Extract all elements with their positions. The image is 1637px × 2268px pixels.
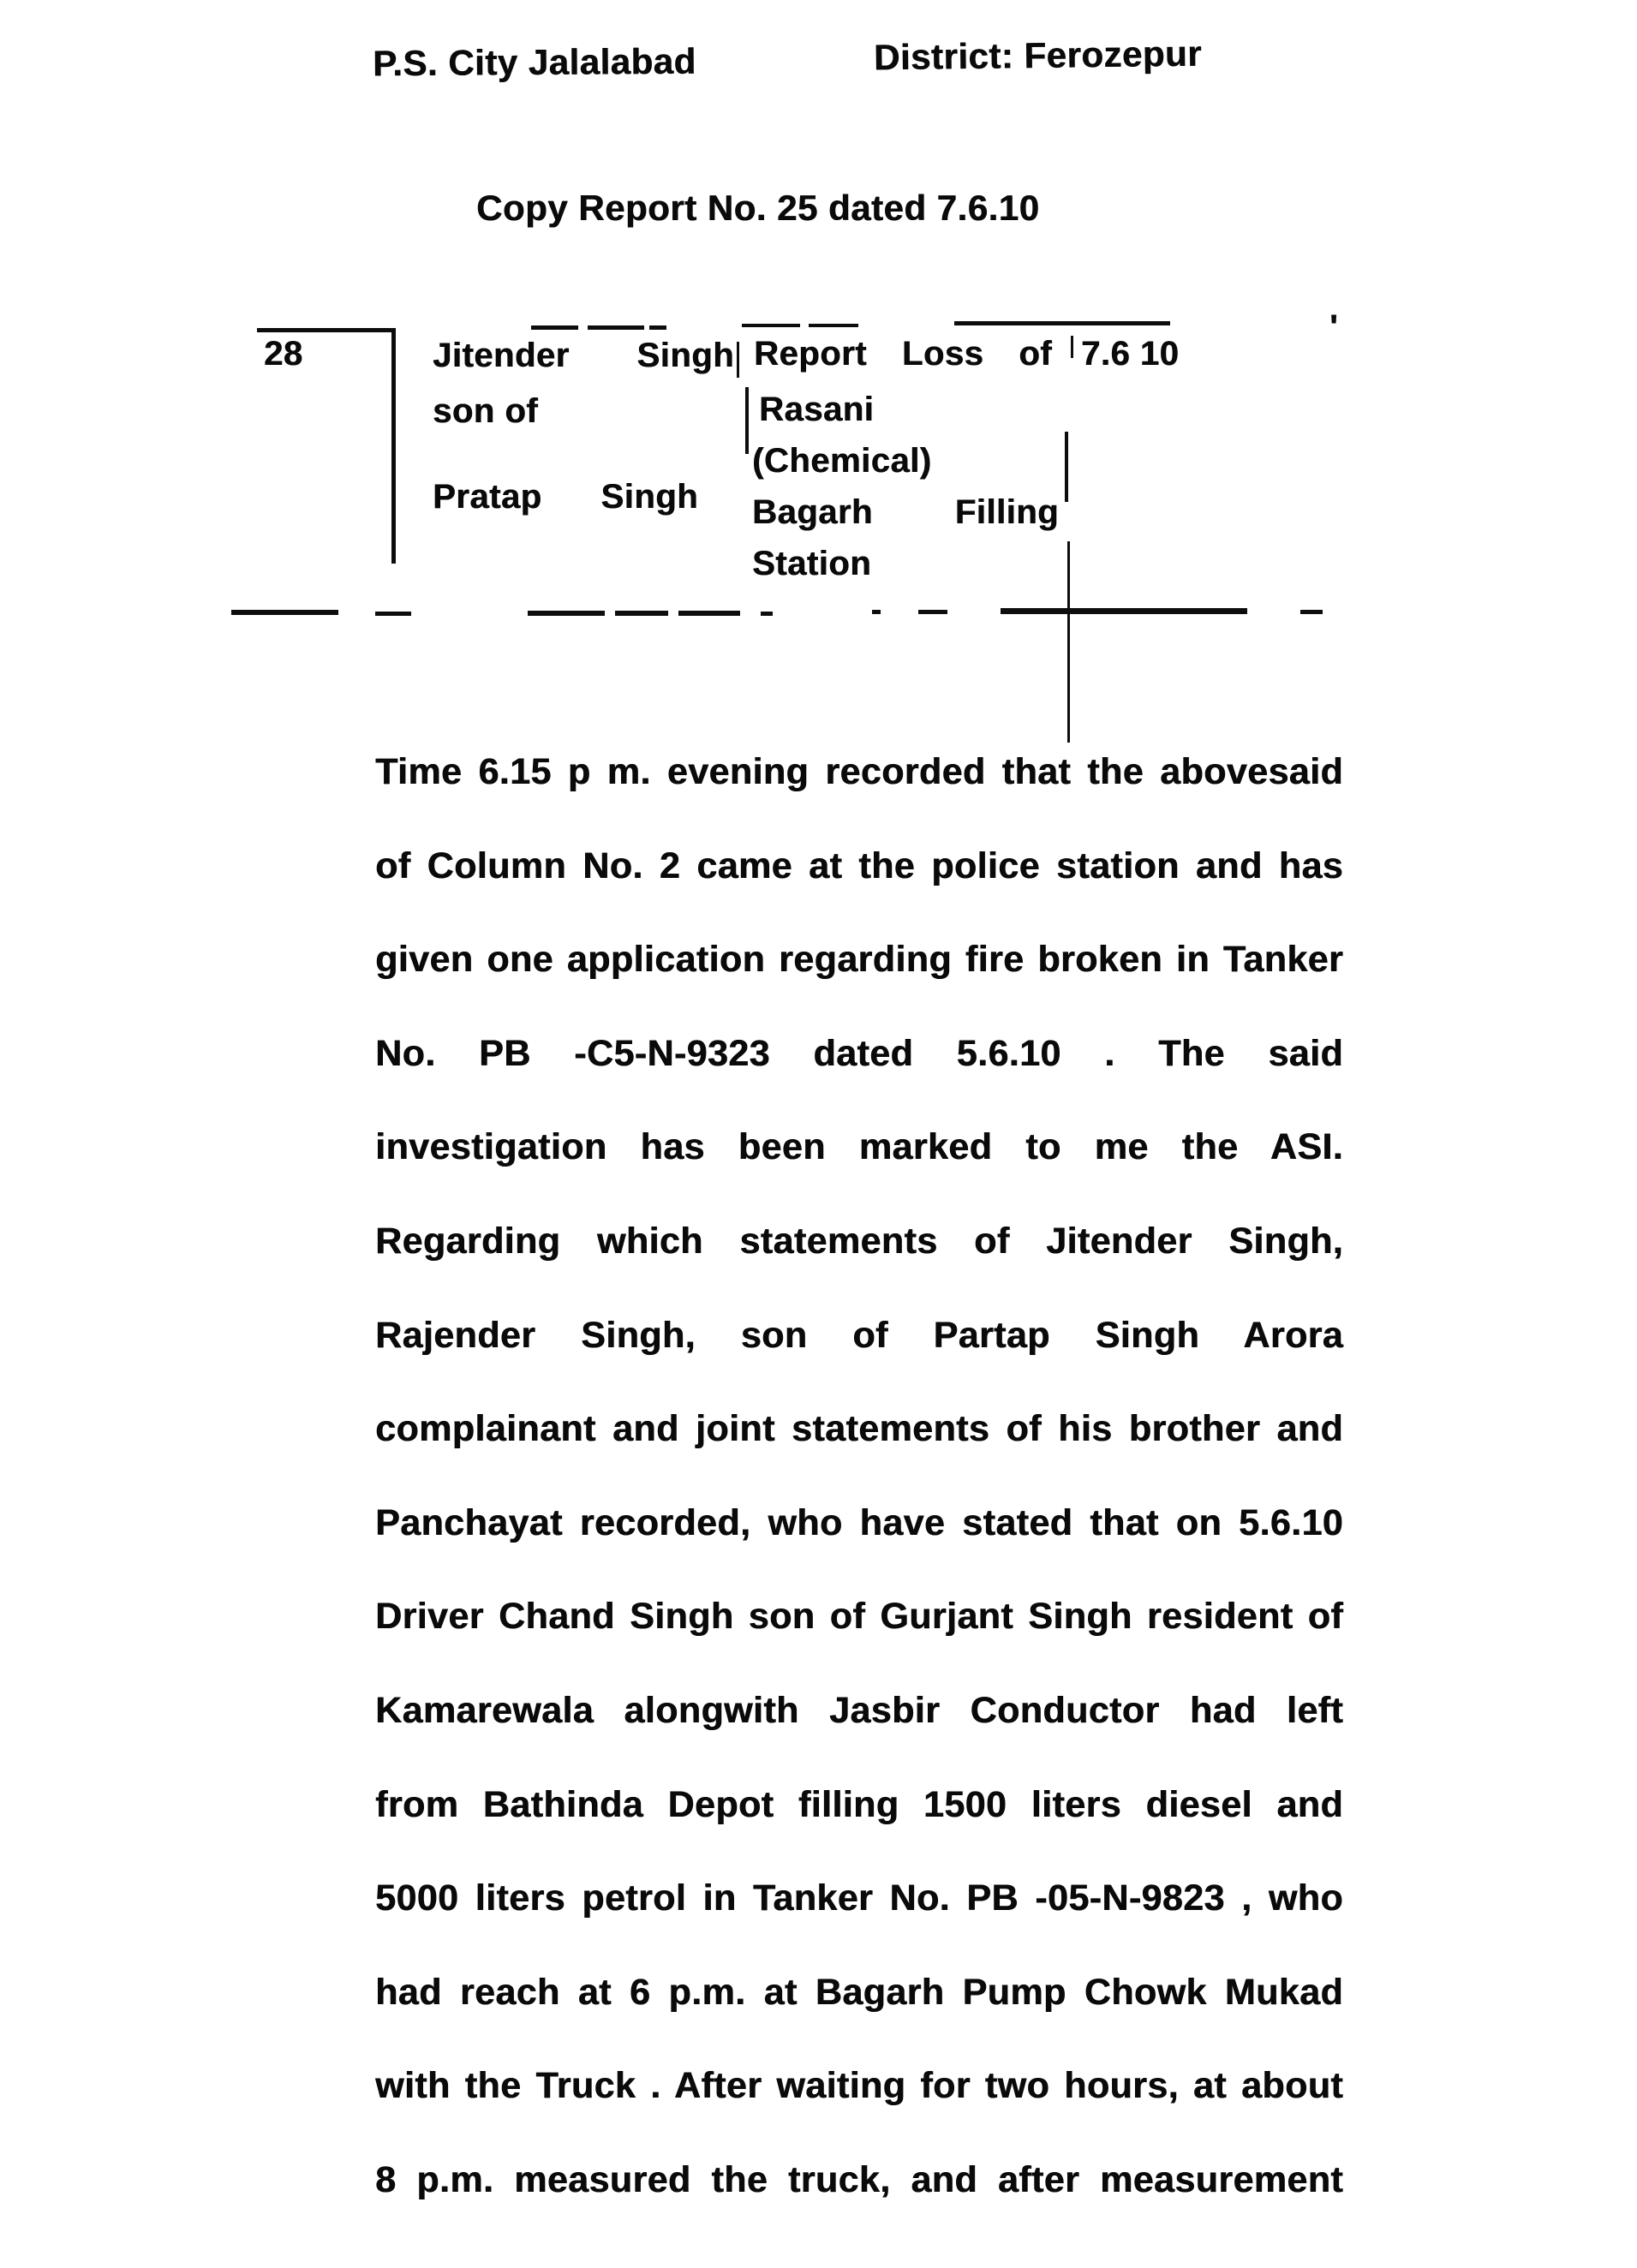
police-station-label: P.S. City Jalalabad — [372, 40, 696, 84]
report-description-line: Bagarh Filling — [752, 493, 1059, 531]
table-border-bottom — [761, 612, 773, 616]
body-line: of Column No. 2 came at the police station and has — [375, 845, 1343, 886]
body-line: from Bathinda Depot filling 1500 liters diesel and — [375, 1783, 1343, 1825]
body-line: with the Truck . After waiting for two hours, at about — [375, 2065, 1343, 2107]
body-line: Time 6.15 p m. evening recorded that the abovesaid — [375, 751, 1343, 792]
report-description-line: Station — [752, 545, 872, 582]
body-line: investigation has been marked to me the ASI. — [375, 1126, 1343, 1168]
report-description-line: Report Loss of — [754, 335, 1052, 373]
body-line: Regarding which statements of Jitender Singh, — [375, 1220, 1343, 1262]
body-line: 8 p.m. measured the truck, and after measurement — [375, 2158, 1343, 2200]
body-line: Driver Chand Singh son of Gurjant Singh resident of — [375, 1596, 1343, 1638]
report-date-cell: 7.6 10 — [1081, 335, 1180, 373]
table-border-bottom — [231, 610, 338, 615]
report-description-line: (Chemical) — [752, 442, 932, 480]
complainant-name-line: Jitender Singh — [433, 337, 734, 374]
table-border-col2-divider — [737, 342, 739, 378]
report-description-line: Rasani — [759, 391, 875, 428]
table-border-bottom — [1300, 610, 1323, 614]
table-border-top-col4 — [954, 321, 1170, 325]
report-title: Copy Report No. 25 dated 7.6.10 — [476, 188, 1040, 228]
body-line: Kamarewala alongwith Jasbir Conductor had left — [375, 1689, 1343, 1731]
complainant-name-line: son of — [433, 392, 538, 430]
table-border-top-dash — [809, 324, 858, 327]
table-border-bottom — [528, 611, 605, 616]
body-line: Rajender Singh, son of Partap Singh Arora — [375, 1314, 1343, 1356]
table-border-bottom — [1001, 608, 1247, 614]
table-border-col1-divider — [391, 332, 396, 564]
table-border-bottom — [615, 611, 668, 616]
table-border-top-dash — [742, 324, 800, 327]
table-border-bottom — [918, 610, 947, 614]
table-border-col2-divider — [745, 387, 749, 454]
body-line: complainant and joint statements of his brother and — [375, 1408, 1343, 1450]
report-body-text — [375, 752, 1343, 2254]
table-border-top-col1 — [257, 328, 396, 332]
table-border-top-dash — [649, 325, 666, 330]
body-line: Panchayat recorded, who have stated that on 5.6.10 — [375, 1501, 1343, 1543]
table-border-bottom — [375, 612, 411, 616]
table-border-col3-divider — [1071, 336, 1073, 358]
stray-tick-mark: ' — [1329, 308, 1339, 346]
complainant-name-line: Pratap Singh — [433, 478, 698, 516]
table-border-col3-divider-tail — [1067, 541, 1070, 743]
serial-number-cell: 28 — [264, 335, 303, 373]
table-border-bottom — [678, 611, 740, 616]
table-border-top-dash — [588, 325, 644, 330]
body-line: 5000 liters petrol in Tanker No. PB -05-N-9823 , who — [375, 1877, 1343, 1919]
district-label: District: Ferozepur — [873, 33, 1203, 78]
table-border-col3-divider — [1065, 432, 1068, 502]
table-border-bottom — [872, 610, 881, 614]
body-line: had reach at 6 p.m. at Bagarh Pump Chowk Mukad — [375, 1971, 1343, 2013]
body-line: No. PB -C5-N-9323 dated 5.6.10 . The said — [375, 1032, 1343, 1074]
body-line: given one application regarding fire broken in Tanker — [375, 939, 1343, 981]
table-border-top-dash — [531, 325, 578, 330]
